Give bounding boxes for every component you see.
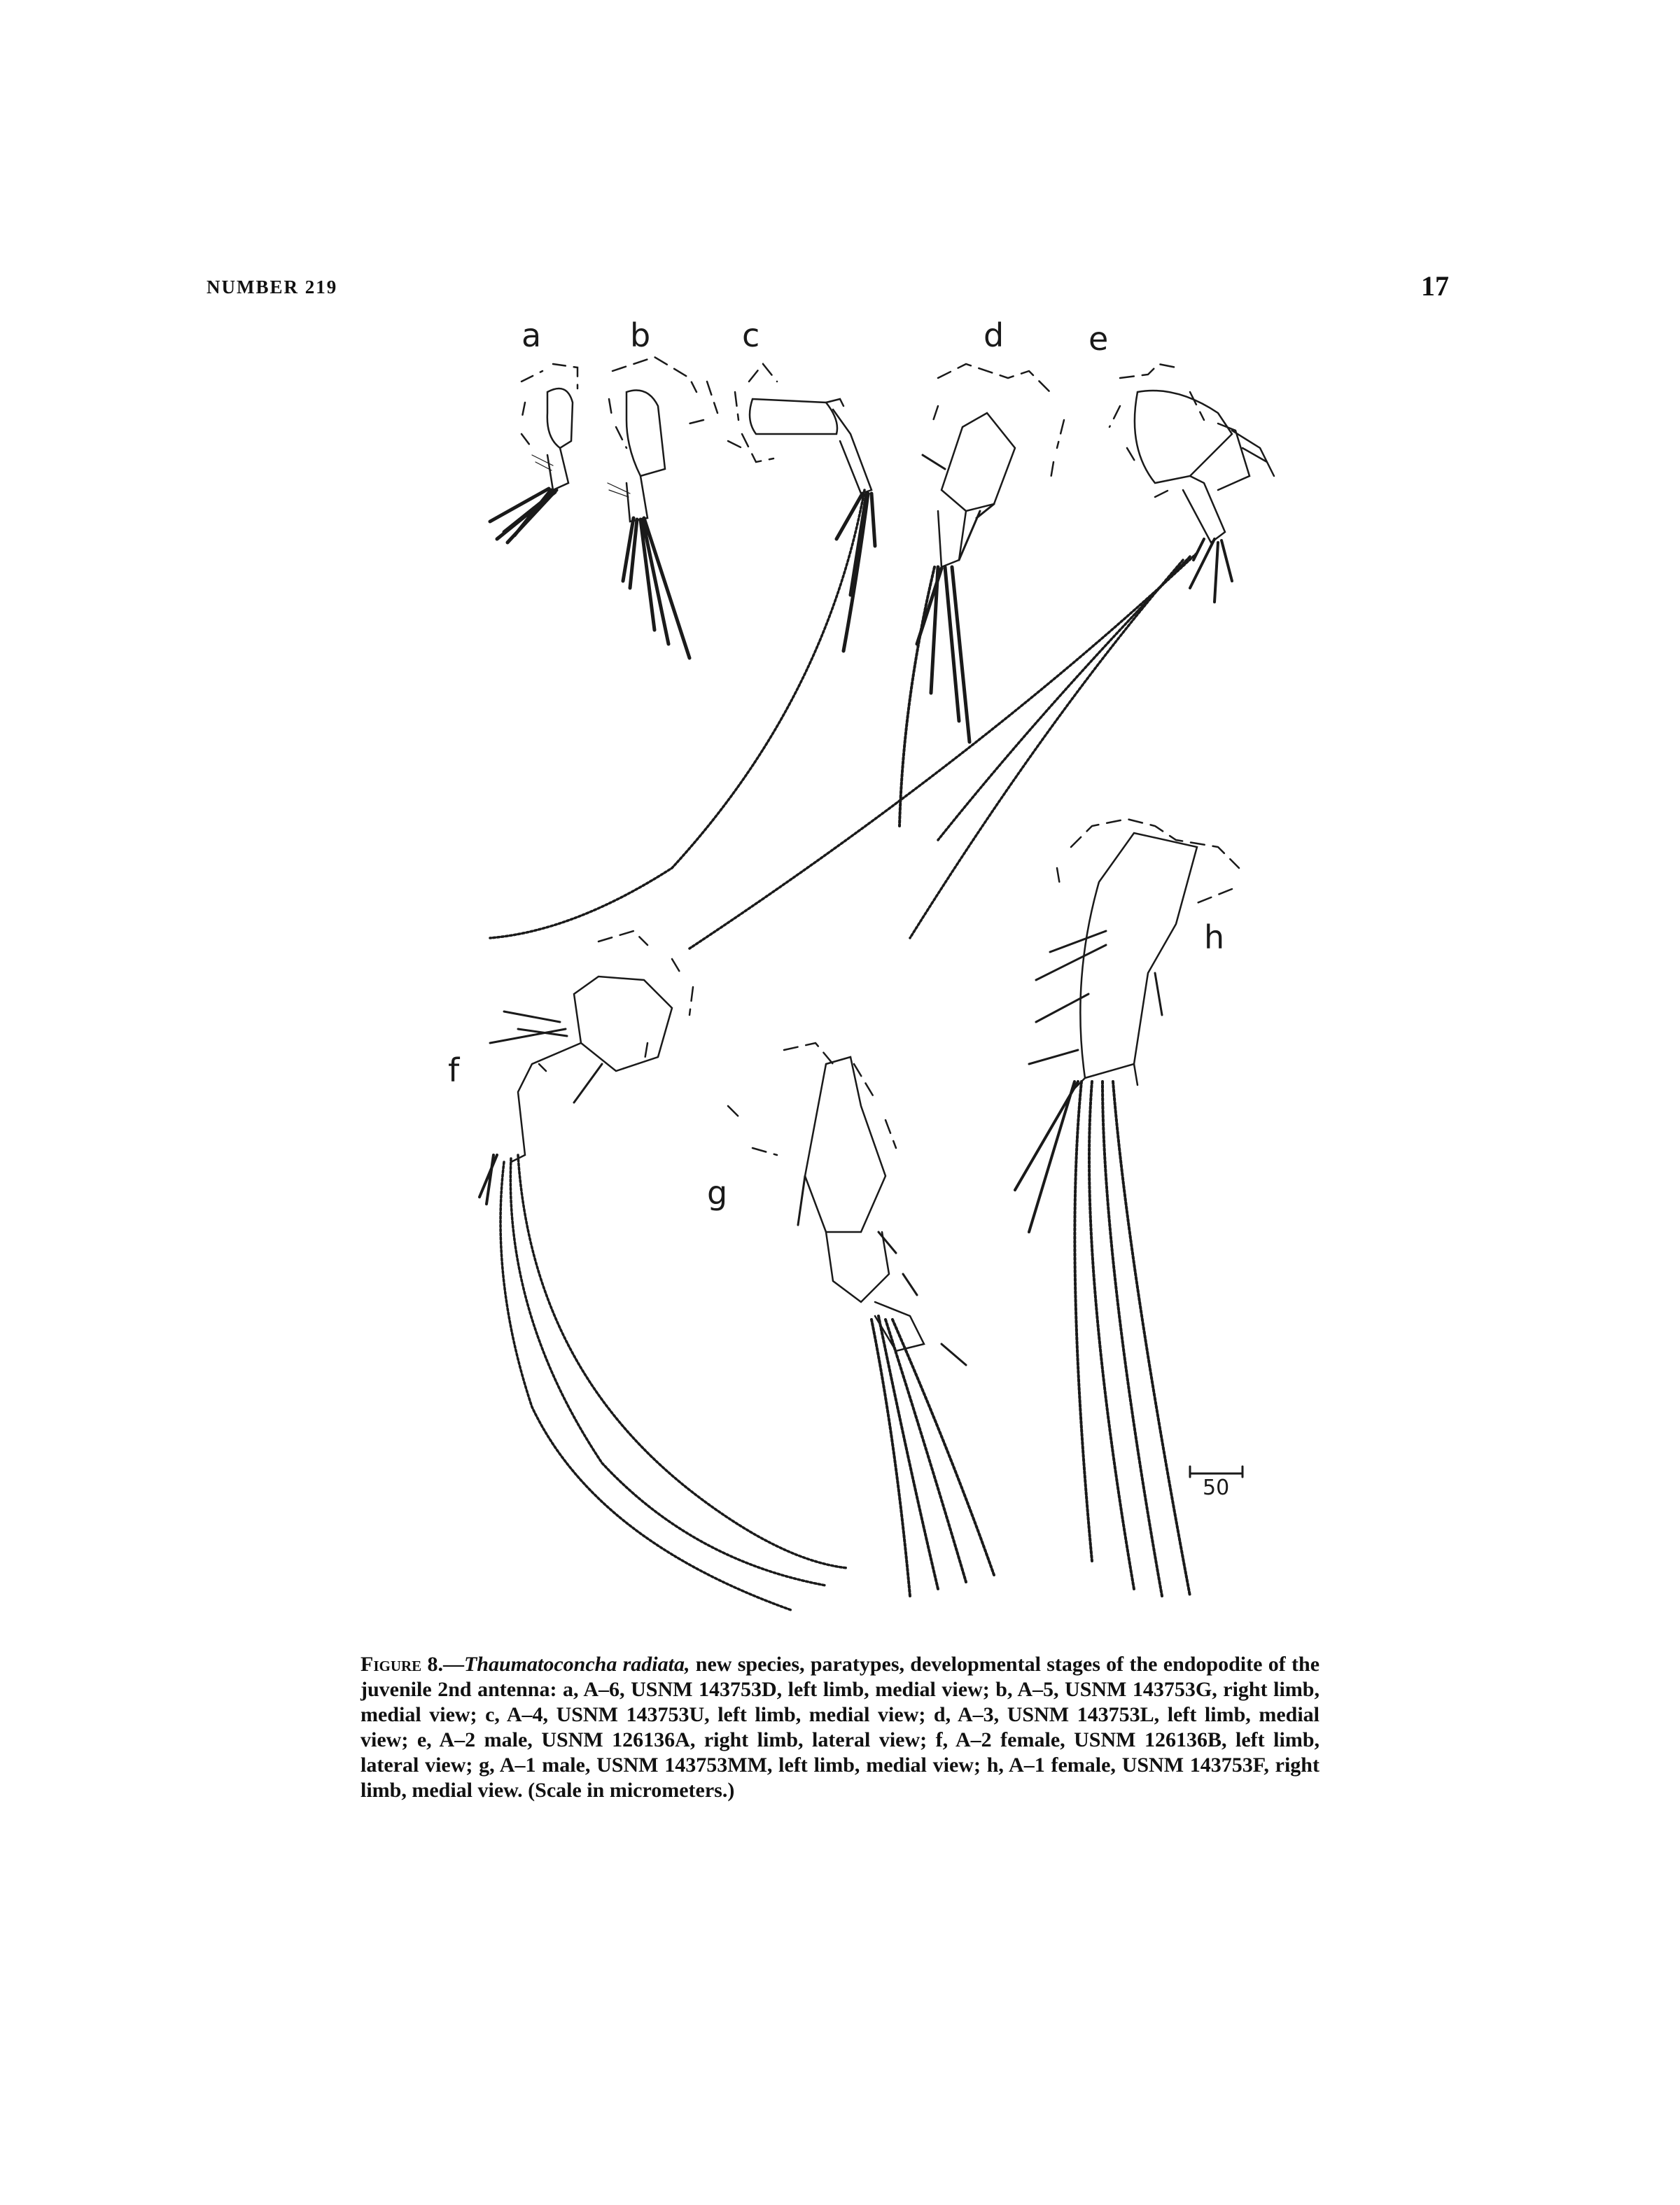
panel-label-b: b bbox=[630, 316, 651, 354]
caption-species: Thaumatoconcha radiata, bbox=[463, 1653, 690, 1676]
limb-c bbox=[490, 364, 875, 938]
panel-label-d: d bbox=[983, 316, 1004, 354]
caption-dash: — bbox=[442, 1653, 464, 1676]
scale-label: 50 bbox=[1203, 1476, 1230, 1500]
limb-a bbox=[490, 364, 578, 542]
limb-e bbox=[690, 364, 1274, 948]
limb-g bbox=[728, 1043, 994, 1596]
panel-label-e: e bbox=[1088, 320, 1109, 358]
figure-caption bbox=[360, 1652, 1320, 1803]
panel-label-h: h bbox=[1204, 918, 1225, 956]
limb-f bbox=[479, 931, 847, 1610]
caption-text: new species, paratypes, developmental stages of the endopodite of the juvenile 2nd antenna: a, A–6, USNM 143753D, left limb, medial view; b, A–5, USNM 143753G, right limb, medial view; c, A–4, USNM 143753U, left limb, medial view; d, A–3, USNM 143753L, left limb, medial view; e, A–2 male, USNM 126136A, right limb, lateral view; f, A–2 female, USNM 126136B, left limb, lateral view; g, A–1 male, USNM 143753MM, left limb, medial view; h, A–1 female, USNM 143753F, right limb, medial view. (Scale in micrometers.) bbox=[360, 1653, 1320, 1802]
limb-b bbox=[608, 357, 718, 658]
limb-d bbox=[899, 364, 1064, 826]
panel-label-g: g bbox=[707, 1174, 728, 1212]
panel-label-c: c bbox=[742, 316, 760, 354]
panel-label-a: a bbox=[522, 316, 542, 354]
caption-lead: Figure 8. bbox=[360, 1653, 443, 1676]
running-head: NUMBER 219 bbox=[206, 276, 338, 298]
scale-bar bbox=[1190, 1466, 1242, 1500]
page-number: 17 bbox=[1421, 270, 1449, 302]
panel-label-f: f bbox=[448, 1051, 460, 1089]
